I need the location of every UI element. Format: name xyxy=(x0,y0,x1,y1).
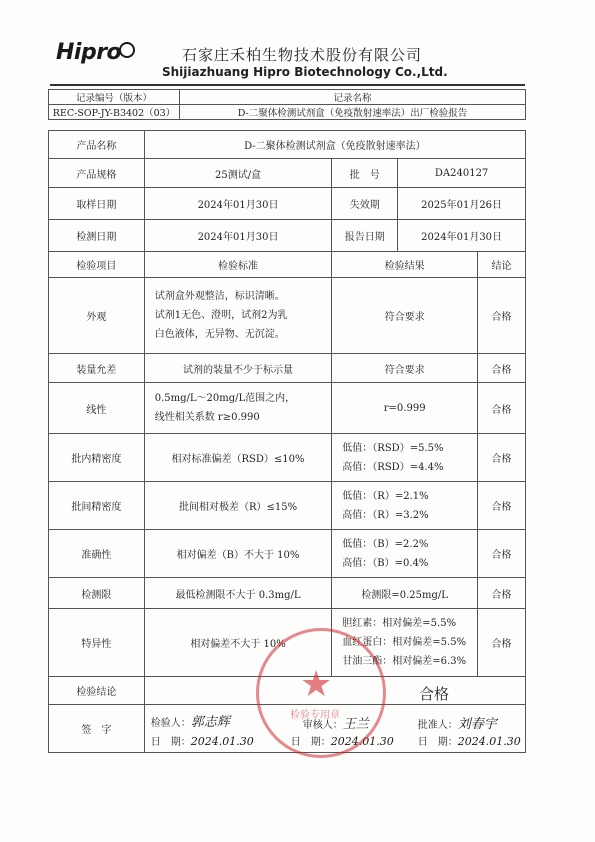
company-name-en: Shijiazhuang Hipro Biotechnology Co.,Ltd. xyxy=(162,65,448,79)
inspector-date: 2024.01.30 xyxy=(190,735,254,748)
item-result: 低值：（RSD）=5.5% 高值：（RSD）=4.4% xyxy=(332,434,478,482)
reviewer-date-label: 日 期： xyxy=(290,737,331,748)
item-conclusion: 合格 xyxy=(478,609,526,677)
approver-date: 2024.01.30 xyxy=(457,735,521,748)
overall-conclusion-label: 检验结论 xyxy=(49,677,145,705)
item-name: 批内精密度 xyxy=(49,434,145,482)
item-standard: 试剂的装量不少于标示量 xyxy=(144,354,332,383)
stamp-text: 检验专用章 xyxy=(290,710,340,721)
inspector-date-label: 日 期： xyxy=(150,737,191,748)
item-standard: 试剂盒外观整洁，标识清晰。 试剂1无色、澄明，试剂2为乳 白色液体，无异物、无沉淀。 xyxy=(144,278,332,354)
record-code-value: REC-SOP-JY-B3402（03） xyxy=(49,105,180,120)
test-date-value: 2024年01月30日 xyxy=(144,220,332,252)
item-result: r=0.999 xyxy=(332,383,478,434)
expiry-value: 2025年01月26日 xyxy=(398,188,526,220)
col-header-item: 检验项目 xyxy=(49,252,145,278)
record-code-label: 记录编号（版本） xyxy=(49,90,180,105)
col-header-result: 检验结果 xyxy=(332,252,478,278)
item-name: 装量允差 xyxy=(49,354,145,383)
item-conclusion: 合格 xyxy=(478,354,526,383)
inspector-signature: 郭志辉 xyxy=(190,715,230,730)
table-row xyxy=(49,278,526,354)
signature-label: 签 字 xyxy=(49,705,145,753)
test-date-label: 检测日期 xyxy=(49,220,145,252)
col-header-standard: 检验标准 xyxy=(144,252,332,278)
product-name-value: D-二聚体检测试剂盒（免疫散射速率法） xyxy=(144,131,525,159)
table-row xyxy=(49,578,526,609)
approver-label: 批准人： xyxy=(417,720,458,731)
item-name: 特异性 xyxy=(49,609,145,677)
item-result: 低值：（R）=2.1% 高值：（R）=3.2% xyxy=(332,482,478,530)
logo-circle-icon xyxy=(119,42,135,58)
product-spec-value: 25测试/盒 xyxy=(144,159,332,188)
item-conclusion: 合格 xyxy=(478,578,526,609)
item-conclusion: 合格 xyxy=(478,482,526,530)
item-standard: 最低检测限不大于 0.3mg/L xyxy=(144,578,332,609)
item-standard: 0.5mg/L～20mg/L范围之内， 线性相关系数 r≥0.990 xyxy=(144,383,332,434)
table-row xyxy=(49,383,526,434)
table-row xyxy=(49,354,526,383)
reviewer-signature: 王兰 xyxy=(342,717,369,732)
table-row xyxy=(49,482,526,530)
item-result: 符合要求 xyxy=(332,354,478,383)
company-name-cn: 石家庄禾柏生物技术股份有限公司 xyxy=(182,46,423,64)
overall-conclusion-value: 合格 xyxy=(144,677,525,705)
report-date-label: 报告日期 xyxy=(332,220,398,252)
table-row xyxy=(49,530,526,578)
stamp-star-icon: ★ xyxy=(300,664,333,705)
table-row xyxy=(49,434,526,482)
reviewer-label: 审核人： xyxy=(302,720,343,731)
item-conclusion: 合格 xyxy=(478,383,526,434)
item-name: 线性 xyxy=(49,383,145,434)
batch-value: DA240127 xyxy=(398,159,526,188)
record-name-value: D-二聚体检测试剂盒（免疫散射速率法）出厂检验报告 xyxy=(180,105,526,120)
item-result: 检测限=0.25mg/L xyxy=(332,578,478,609)
product-name-label: 产品名称 xyxy=(49,131,145,159)
record-name-label: 记录名称 xyxy=(180,90,526,105)
item-result: 低值：（B）=2.2% 高值：（B）=0.4% xyxy=(332,530,478,578)
item-name: 外观 xyxy=(49,278,145,354)
col-header-conclusion: 结论 xyxy=(478,252,526,278)
item-standard: 相对偏差（B）不大于 10% xyxy=(144,530,332,578)
item-standard: 相对偏差不大于 10% xyxy=(144,609,332,677)
item-name: 批间精密度 xyxy=(49,482,145,530)
item-conclusion: 合格 xyxy=(478,434,526,482)
item-result: 符合要求 xyxy=(332,278,478,354)
reviewer-date: 2024.01.30 xyxy=(330,735,394,748)
approver-signature: 刘春宇 xyxy=(457,717,497,732)
item-name: 准确性 xyxy=(49,530,145,578)
batch-label: 批 号 xyxy=(332,159,398,188)
sample-date-value: 2024年01月30日 xyxy=(144,188,332,220)
item-name: 检测限 xyxy=(49,578,145,609)
sample-date-label: 取样日期 xyxy=(49,188,145,220)
report-date-value: 2024年01月30日 xyxy=(398,220,526,252)
expiry-label: 失效期 xyxy=(332,188,398,220)
item-conclusion: 合格 xyxy=(478,530,526,578)
item-standard: 批间相对极差（R）≤15% xyxy=(144,482,332,530)
product-spec-label: 产品规格 xyxy=(49,159,145,188)
record-table xyxy=(48,89,526,120)
company-logo: Hipro xyxy=(56,40,135,65)
approver-date-label: 日 期： xyxy=(417,737,458,748)
item-standard: 相对标准偏差（RSD）≤10% xyxy=(144,434,332,482)
item-conclusion: 合格 xyxy=(478,278,526,354)
item-result: 胆红素：相对偏差=5.5% 血红蛋白：相对偏差=5.5% 甘油三酯：相对偏差=6.3% xyxy=(332,609,478,677)
inspector-label: 检验人： xyxy=(150,718,191,729)
header-divider xyxy=(50,84,525,86)
